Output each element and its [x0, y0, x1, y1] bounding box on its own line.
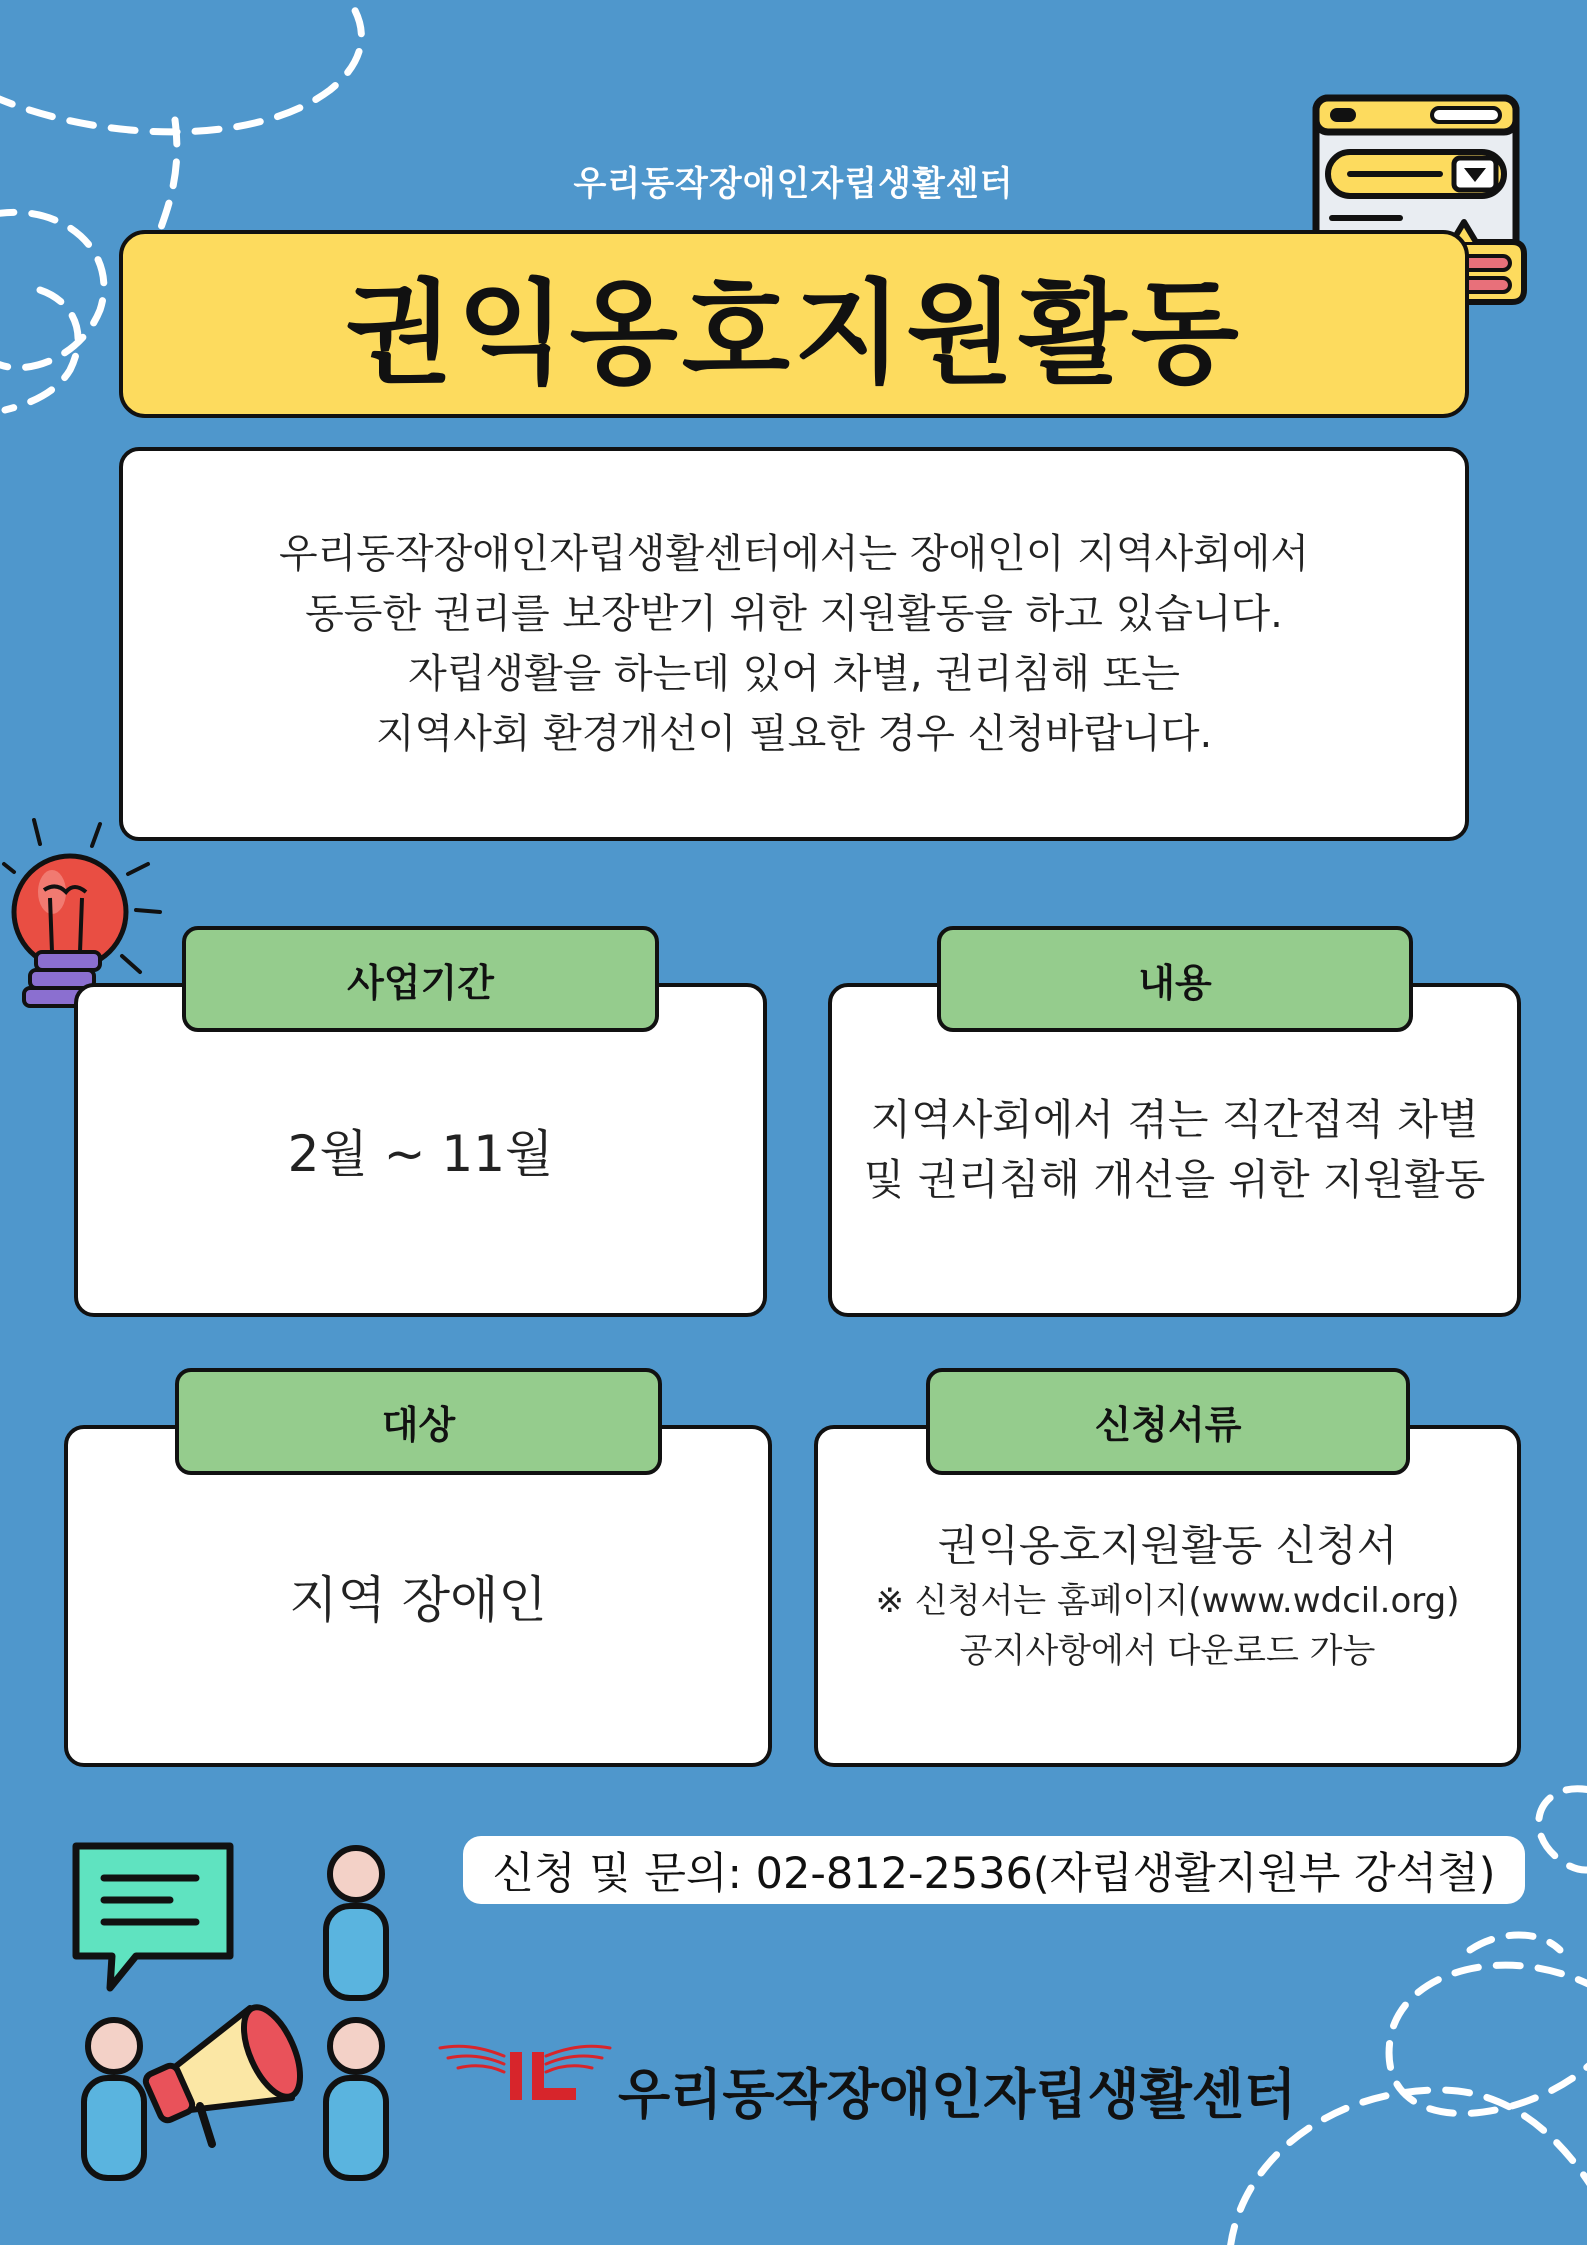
footer-organization-name: 우리동작장애인자립생활센터	[618, 2063, 1297, 2126]
documents-tab: 신청서류	[926, 1368, 1410, 1475]
chat-bubble-icon	[76, 1846, 230, 1988]
content-line: 및 권리침해 개선을 위한 지원활동	[863, 1155, 1486, 1204]
content-line: 지역사회에서 겪는 직간접적 차별	[870, 1095, 1479, 1144]
target-tab: 대상	[175, 1368, 662, 1475]
title-banner	[119, 230, 1469, 418]
contact-banner	[463, 1836, 1525, 1904]
period-value: 2월 ~ 11월	[287, 1125, 554, 1183]
documents-card	[814, 1425, 1521, 1767]
intro-card	[119, 447, 1469, 841]
intro-line: 우리동작장애인자립생활센터에서는 장애인이 지역사회에서	[278, 531, 1310, 577]
page-title: 권익옹호지원활동	[345, 268, 1243, 399]
person-icon	[326, 2020, 386, 2178]
intro-line: 지역사회 환경개선이 필요한 경우 신청바랍니다.	[375, 711, 1213, 757]
organization-name-top: 우리동작장애인자립생활센터	[573, 164, 1014, 204]
organization-logo	[430, 2030, 620, 2110]
megaphone-icon	[143, 1999, 311, 2144]
documents-main: 권익옹호지원활동 신청서	[937, 1521, 1398, 1570]
period-card	[74, 983, 767, 1317]
contact-text: 신청 및 문의: 02-812-2536(자립생활지원부 강석철)	[492, 1848, 1496, 1899]
content-card	[828, 983, 1521, 1317]
documents-note-line: 공지사항에서 다운로드 가능	[959, 1631, 1376, 1671]
people-megaphone-illustration	[70, 1838, 415, 2183]
documents-note-line: ※ 신청서는 홈페이지(www.wdcil.org)	[875, 1581, 1460, 1621]
person-icon	[326, 1848, 386, 1998]
period-tab: 사업기간	[182, 926, 659, 1032]
target-value: 지역 장애인	[289, 1571, 547, 1629]
intro-line: 동등한 권리를 보장받기 위한 지원활동을 하고 있습니다.	[305, 591, 1283, 637]
intro-line: 자립생활을 하는데 있어 차별, 권리침해 또는	[408, 651, 1180, 697]
content-tab: 내용	[937, 926, 1413, 1032]
person-icon	[84, 2020, 144, 2178]
target-card	[64, 1425, 772, 1767]
